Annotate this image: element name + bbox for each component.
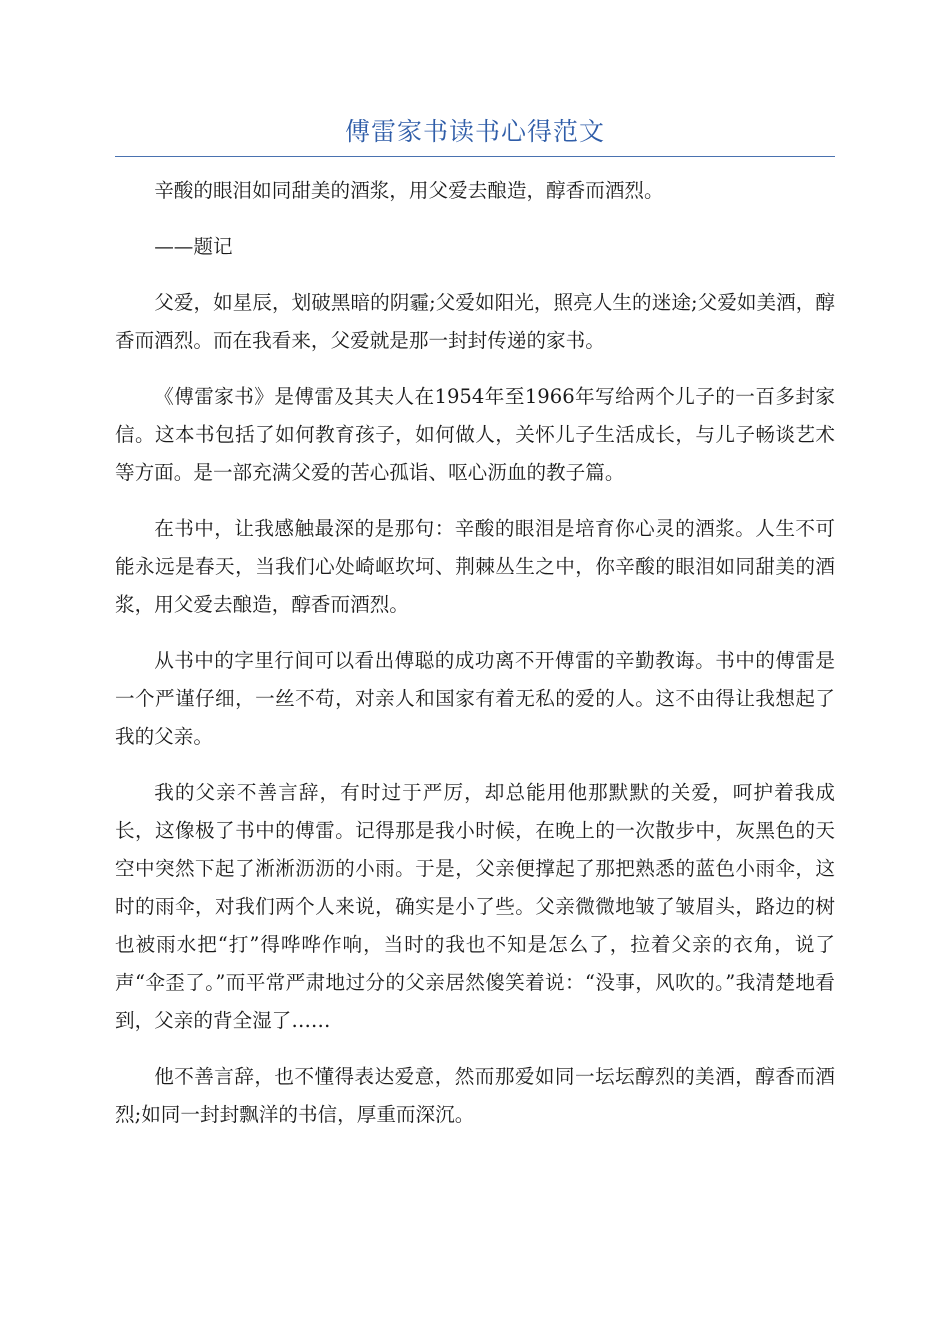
page-title: 傅雷家书读书心得范文 xyxy=(344,117,605,146)
paragraph: 我的父亲不善言辞，有时过于严厉，却总能用他那默默的关爱，呵护着我成长，这像极了书中的傅雷。记得那是我小时候，在晚上的一次散步中，灰黑色的天空中突然下起了淅淅沥沥的小雨。于是，父亲便撑起了那把熟悉的蓝色小雨伞，这时的雨伞，对我们两个人来说，确实是小了些。父亲微微地皱了皱眉头，路边的树也被雨水把“打”得哗哗作响，当时的我也不知是怎么了，拉着父亲的衣角，说了声“伞歪了。”而平常严肃地过分的父亲居然傻笑着说：“没事，风吹的。”我清楚地看到，父亲的背全湿了…… xyxy=(115,781,835,1032)
paragraph: 从书中的字里行间可以看出傅聪的成功离不开傅雷的辛勤教诲。书中的傅雷是一个严谨仔细，一丝不苟，对亲人和国家有着无私的爱的人。这不由得让我想起了我的父亲。 xyxy=(115,649,835,748)
document-body xyxy=(115,172,835,1152)
paragraph: 《傅雷家书》是傅雷及其夫人在1954年至1966年写给两个儿子的一百多封家信。这本书包括了如何教育孩子，如何做人，关怀儿子生活成长，与儿子畅谈艺术等方面。是一部充满父爱的苦心孤诣、呕心沥血的教子篇。 xyxy=(115,385,835,484)
paragraph: 他不善言辞，也不懂得表达爱意，然而那爱如同一坛坛醇烈的美酒，醇香而酒烈;如同一封封飘洋的书信，厚重而深沉。 xyxy=(115,1065,835,1126)
paragraph: 在书中，让我感触最深的是那句：辛酸的眼泪是培育你心灵的酒浆。人生不可能永远是春天，当我们心处崎岖坎坷、荆棘丛生之中，你辛酸的眼泪如同甜美的酒浆，用父爱去酿造，醇香而酒烈。 xyxy=(115,517,835,616)
paragraph-epigraph: 辛酸的眼泪如同甜美的酒浆，用父爱去酿造，醇香而酒烈。 xyxy=(154,179,664,202)
paragraph-epigraph-attribution: ——题记 xyxy=(154,235,233,258)
title-block xyxy=(115,112,835,157)
paragraph: 父爱，如星辰，划破黑暗的阴霾;父爱如阳光，照亮人生的迷途;父爱如美酒，醇香而酒烈。而在我看来，父爱就是那一封封传递的家书。 xyxy=(115,291,835,352)
